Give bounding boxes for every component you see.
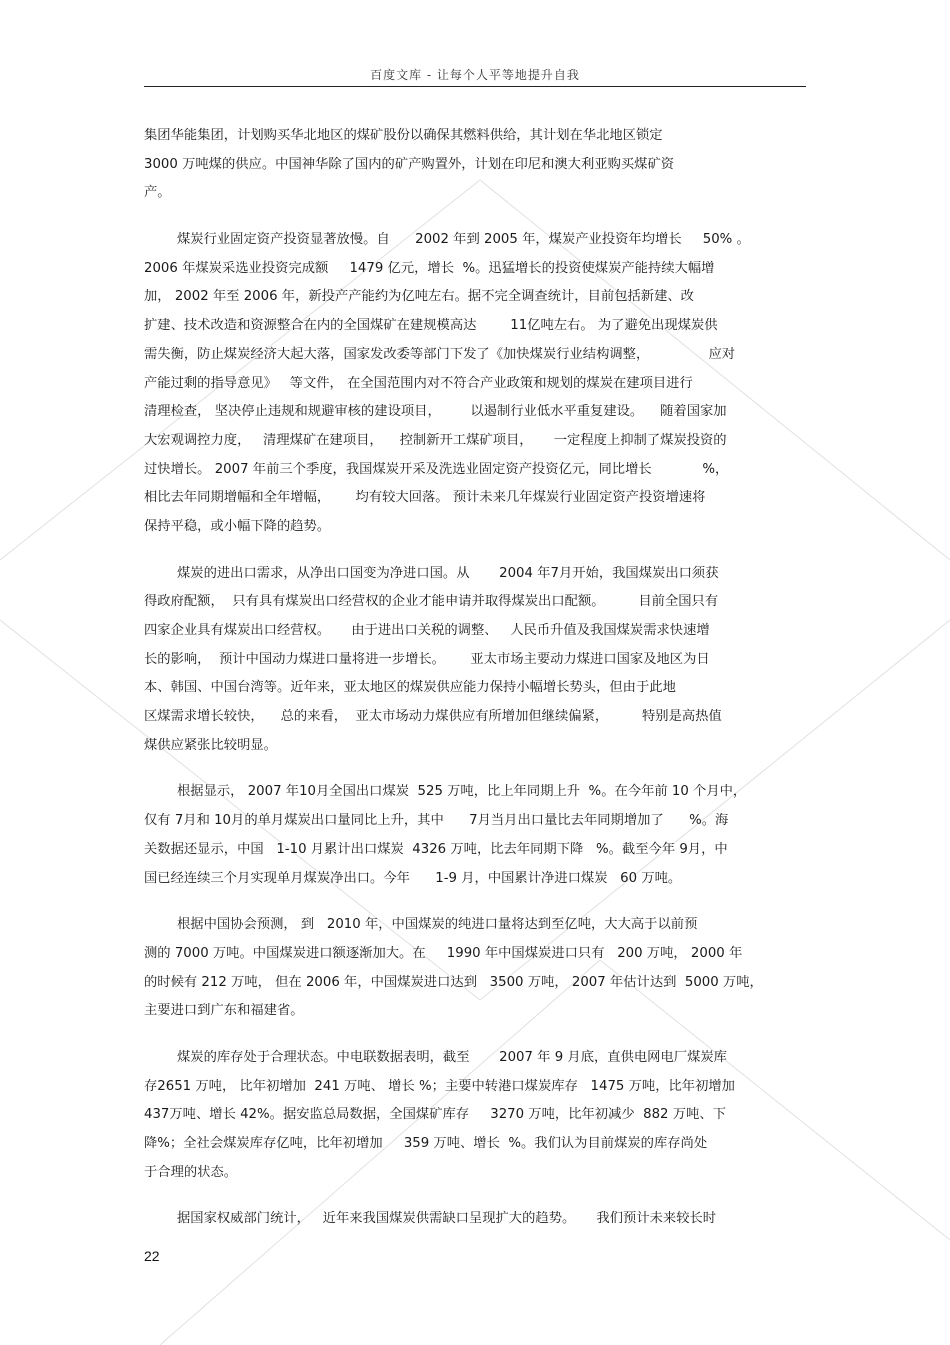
text-line: 本、韩国、中国台湾等。近年来，亚太地区的煤炭供应能力保持小幅增长势头，但由于此地 <box>144 680 676 696</box>
paragraph <box>144 122 806 208</box>
paragraph <box>144 911 806 1026</box>
text-line: 测的 7000 万吨。中国煤炭进口额逐渐加大。在 1990 年中国煤炭进口只有 200 万吨， 2000 年 <box>144 945 743 961</box>
text-line: 四家企业具有煤炭出口经营权。 由于进出口关税的调整、 人民币升值及我国煤炭需求快速增 <box>144 623 710 638</box>
text-line: 需失衡，防止煤炭经济大起大落，国家发改委等部门下发了《加快煤炭行业结构调整， 应对 <box>144 346 736 362</box>
text-line: 2006 年煤炭采选业投资完成额 1479 亿元，增长 %。迅猛增长的投资使煤炭产能持续大幅增 <box>144 260 715 276</box>
text-line: 根据中国协会预测， 到 2010 年，中国煤炭的纯进口量将达到至亿吨，大大高于以前预 <box>177 917 698 933</box>
text-line: 存2651 万吨， 比年初增加 241 万吨、 增长 %；主要中转港口煤炭库存 1475 万吨，比年初增加 <box>144 1078 735 1094</box>
text-line: 相比去年同期增幅和全年增幅， 均有较大回落。 预计未来几年煤炭行业固定资产投资增速将 <box>144 490 706 506</box>
paragraph <box>144 778 806 893</box>
paragraph <box>144 226 806 542</box>
page-header: 百度文库 - 让每个人平等地提升自我 <box>370 68 580 82</box>
header-divider <box>144 86 806 87</box>
text-line: 的时候有 212 万吨， 但在 2006 年，中国煤炭进口达到 3500 万吨， 2007 年估计达到 5000 万吨， <box>144 974 763 990</box>
text-line: 扩建、技术改造和资源整合在内的全国煤矿在建规模高达 11亿吨左右。 为了避免出现煤炭供 <box>144 318 718 334</box>
paragraph <box>144 1044 806 1187</box>
text-line: 主要进口到广东和福建省。 <box>144 1003 304 1019</box>
text-line: 清理检查， 坚决停止违规和规避审核的建设项目， 以遏制行业低水平重复建设。 随着国家加 <box>144 404 727 420</box>
page-number: 22 <box>144 1248 160 1264</box>
paragraph <box>144 560 806 761</box>
text-line: 降%；全社会煤炭库存亿吨，比年初增加 359 万吨、增长 %。我们认为目前煤炭的库存尚处 <box>144 1136 708 1151</box>
text-line: 得政府配额， 只有具有煤炭出口经营权的企业才能申请并取得煤炭出口配额。 目前全国只有 <box>144 594 719 610</box>
text-line: 国已经连续三个月实现单月煤炭净出口。今年 1-9 月，中国累计净进口煤炭 60 万吨。 <box>144 870 682 886</box>
text-line: 过快增长。 2007 年前三个季度，我国煤炭开采及洗选业固定资产投资亿元，同比增长 %， <box>144 461 729 477</box>
text-line: 仅有 7月和 10月的单月煤炭出口量同比上升，其中 7月当月出口量比去年同期增加了 %。海 <box>144 813 729 829</box>
text-line: 产能过剩的指导意见》 等文件， 在全国范围内对不符合产业政策和规划的煤炭在建项目进行 <box>144 375 693 391</box>
text-line: 煤炭的库存处于合理状态。中电联数据表明，截至 2007 年 9 月底，直供电网电厂煤炭库 <box>177 1049 727 1065</box>
text-line: 产。 <box>144 185 171 201</box>
text-line: 保持平稳，或小幅下降的趋势。 <box>144 518 331 534</box>
document-body <box>144 122 806 1252</box>
text-line: 关数据还显示，中国 1-10 月累计出口煤炭 4326 万吨，比去年同期下降 %。截至今年 9月，中 <box>144 841 728 857</box>
text-line: 据国家权威部门统计， 近年来我国煤炭供需缺口呈现扩大的趋势。 我们预计未来较长时 <box>177 1211 717 1227</box>
text-line: 集团华能集团，计划购买华北地区的煤矿股份以确保其燃料供给，其计划在华北地区锁定 <box>144 128 663 143</box>
text-line: 煤供应紧张比较明显。 <box>144 737 277 753</box>
text-line: 于合理的状态。 <box>144 1164 238 1180</box>
text-line: 区煤需求增长较快， 总的来看， 亚太市场动力煤供应有所增加但继续偏紧， 特别是高热值 <box>144 709 722 725</box>
text-line: 长的影响， 预计中国动力煤进口量将进一步增长。 亚太市场主要动力煤进口国家及地区为日 <box>144 651 710 667</box>
text-line: 煤炭的进出口需求，从净出口国变为净进口国。从 2004 年7月开始，我国煤炭出口须获 <box>177 565 719 581</box>
text-line: 437万吨、增长 42%。据安监总局数据，全国煤矿库存 3270 万吨，比年初减少 882 万吨、下 <box>144 1107 726 1123</box>
text-line: 煤炭行业固定资产投资显著放慢。自 2002 年到 2005 年，煤炭产业投资年均增长 50% 。 <box>177 232 750 248</box>
text-line: 3000 万吨煤的供应。中国神华除了国内的矿产购置外，计划在印尼和澳大利亚购买煤矿资 <box>144 156 675 172</box>
paragraph <box>144 1205 806 1234</box>
text-line: 大宏观调控力度， 清理煤矿在建项目， 控制新开工煤矿项目， 一定程度上抑制了煤炭投资的 <box>144 432 727 448</box>
text-line: 加， 2002 年至 2006 年，新投产产能约为亿吨左右。据不完全调查统计，目前包括新建、改 <box>144 289 694 305</box>
text-line: 根据显示， 2007 年10月全国出口煤炭 525 万吨，比上年同期上升 %。在今年前 10 个月中， <box>177 784 747 800</box>
